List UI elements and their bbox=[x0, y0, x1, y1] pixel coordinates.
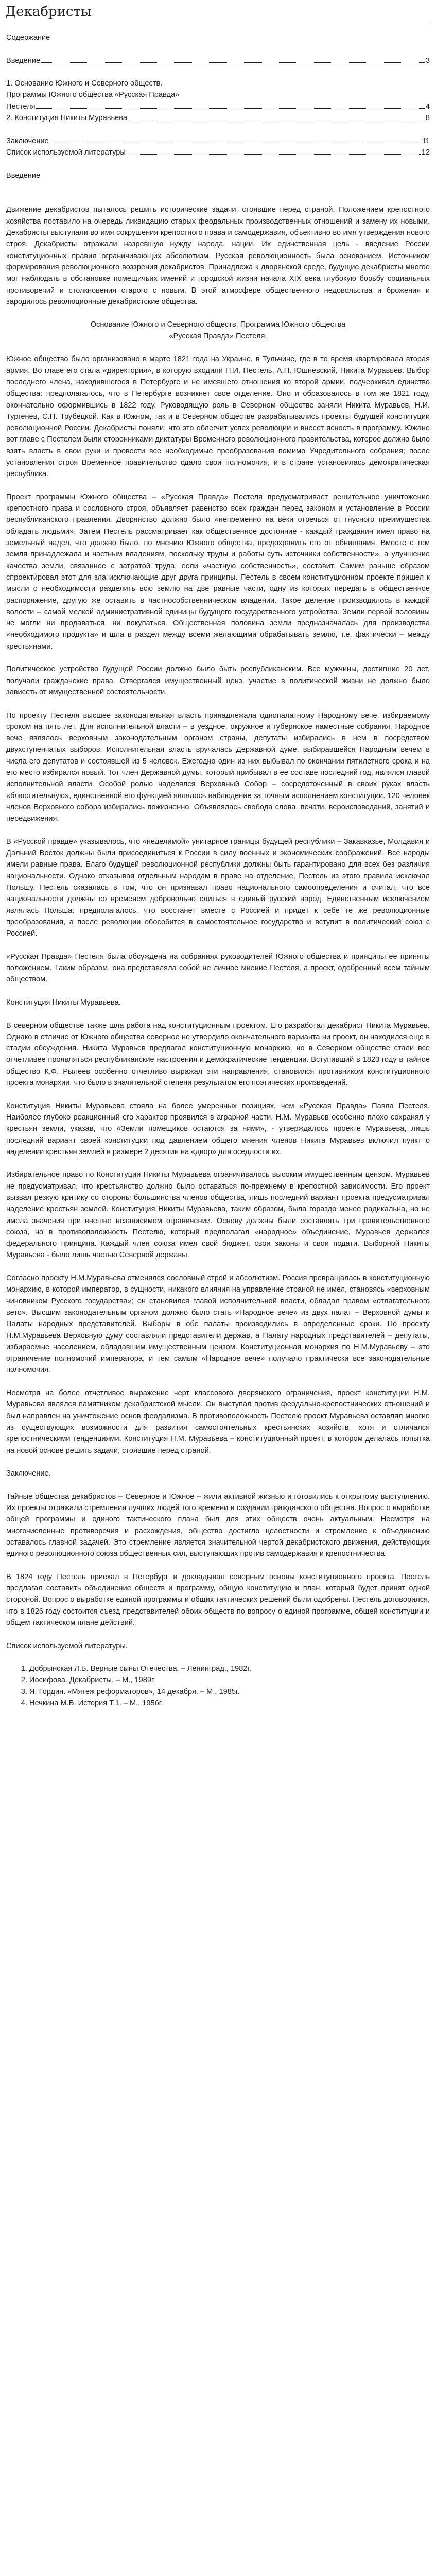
toc-page: 3 bbox=[425, 56, 430, 65]
chapter1-heading-line: Основание Южного и Северного обществ. Программа Южного общества bbox=[90, 320, 346, 329]
reference-item: 3. Я. Гордин. «Мятеж реформаторов», 14 декабря. – М., 1985г. bbox=[29, 1686, 430, 1698]
conclusion-heading: Заключение. bbox=[6, 1469, 51, 1478]
toc-item-chapter1 bbox=[6, 78, 430, 124]
conclusion-paragraph: В 1824 году Пестель приехал в Петербург и докладывал северным основы конституционного проекта. Пестель предлагал составить объединение обществ и программу, общую конституцию и план, который будет принят одной стороной. Вопрос о выработке единой программы и общих тактических решений были одобрены. Пестель договорился, что в 1826 году состоится съезд представителей обоих обществ по вопросу о единой программе, общей конституции и общем тактическом плане действий. bbox=[6, 1572, 430, 1627]
references-heading: Список используемой литературы. bbox=[6, 1641, 128, 1650]
toc-page: 11 bbox=[422, 137, 430, 145]
document-body bbox=[6, 32, 430, 1709]
chapter1-paragraph: Проект программы Южного общества – «Русская Правда» Пестеля предусматривает решительное уничтожение крепостного права и сословного строя, объявляет равенство всех граждан перед законом и установление в России республиканского правления. Дворянство должно было «непременно на веки отречься от гнусного преимущества обладать людьми». Затем Пестель рассматривает как общественное достояние - каждый гражданин имел право на земельный надел, что должно было, по мнению Южного общества, предохранить его от обнищания. Вместе с тем земля принадлежала и частным владениям, поскольку труды и работы суть источники собственности», а улучшение качества земли, связанное с затратой труда, если «частную собственность», составит. Самим раньше образом спроектировал этот для зла исключающие друг друга принципы. Пестель в своем конституционном проекте пришел к мысли о необходимости разделить всю землю на две равные части, одну из которых передать в общественное распоряжение, другую же оставить в частнособственническом владении. Такое деление производилось в каждой волости – самой мелкой административной единицы будущего государственного устройства. Земли первой половины не могли ни продаваться, ни покупаться. Общественная половина земли предназначалась для производства «необходимого продукта» и шла в раздел между всеми желающими обрабатывать землю, т.е. фактически – между крестьянами. bbox=[6, 493, 430, 651]
toc-label: 2. Конституция Никиты Муравьева bbox=[6, 114, 127, 123]
chapter2-paragraph: Несмотря на более отчетливое выражение черт классового дворянского ограничения, проект конституции Н.М. Муравьева являлся памятником декабристской мысли. Он выступал против феодально-крепостнических отношений и был направлен на уничтожение основ феодализма. В противоположность Пестелю проект Муравьева оставлял многие из существующих возможности для развития самостоятельных крестьянских хозяйств, хотя и отличался крепостническими тенденциями. Конституция Н.М. Муравьева – конституционный проект, в котором делалась попытка на новой основе решить задачи, стоявшие перед страной. bbox=[6, 1389, 430, 1455]
toc-item-end bbox=[6, 135, 430, 159]
toc-leader bbox=[41, 62, 425, 63]
chapter2-paragraph: В северном обществе также шла работа над конституционным проектом. Его разработал декабрист Никита Муравьев. Однако в отличие от Южного общества северное не утвердило окончательного варианта ни проект, он находился еще в стадии обсуждения. Никита Муравьев предлагал конституционную монархию, но в Северном обществе стали все отчетливее проявляться республиканские настроения и демократические тенденции. Вступивший в 1823 году в тайное общество К.Ф. Рылеев особенно отчетливо выражал эти направления, становился противником конституционного проекта монархии, что было в значительной степени результатом его поэтических произведений. bbox=[6, 1021, 430, 1088]
toc-label: Введение bbox=[6, 56, 41, 65]
chapter2-heading: Конституция Никиты Муравьева. bbox=[6, 998, 121, 1007]
toc-page: 4 bbox=[425, 102, 430, 111]
references-list bbox=[6, 1663, 430, 1709]
toc-leader bbox=[36, 108, 424, 109]
toc-label: 1. Основание Южного и Северного обществ. bbox=[6, 79, 163, 88]
chapter1-paragraph: «Русская Правда» Пестеля была обсуждена на собраниях руководителей Южного общества и принципы ее приняты положением. Таким образом, она представляла собой не личное мнение Пестеля, а проект, одобренный всем тайным обществом. bbox=[6, 952, 430, 984]
intro-paragraph: Движение декабристов пыталось решить исторические задачи, стоявшие перед страной. Положением крепостного хозяйства поставило на очередь ликвидацию старых феодальных производственных отношений и замену их новыми. Декабристы выступали во имя сокрушения крепостного права и самодержавия, объективно во имя утверждения нового строя. Декабристы отражали назревшую нужду народа, нации. Их единственная цель - введение России конституционных правил ограничивающих абсолютизм. Русская революционность была основанием. Источником формирования революционного воззрения декабристов. Принадлежа к дворянской среде, будущие декабристы многое мог наблюдать в обстановке помещичьих имений и городской жизни начала XIX века глубокую борьбу социальных противоречий и столкновения старого с новым. В этой атмосфере общественного недовольства и брожения и зародилось революционные декабристские общества. bbox=[6, 206, 430, 306]
spacer bbox=[6, 193, 430, 204]
chapter2-paragraph: Конституция Никиты Муравьева стояла на более умеренных позициях, чем «Русская Правда» Павла Пестеля. Наиболее глубоко реакционный его характер проявился в аграрной части. Н.М. Муравьев особенно плохо сохранял у крестьян земли, указав, что «Земли помещиков остаются за ними», - утверждалось проекте Муравьева, лишь последний вариант своей конституции под давлением общего мнения членов Никита Муравьев включил пункт о наделении крестьян землей в размере 2 десятин на «двор» для оседлости их. bbox=[6, 1101, 430, 1156]
chapter1-paragraph: Южное общество было организовано в марте 1821 года на Украине, в Тульчине, где в то время квартировала вторая армия. Во главе его стала «директория», в которую входили П.И. Пестель, А.П. Юшневский, Никита Муравьев. Выбор последнего члена, находившегося в Петербурге и не имевшего отношения ко второй армии, подчеркивал единство общества: предполагалось, что в Петербурге возникнет свое отделение. Оно и образовалось в том же 1821 году, окончательно оформившись в 1822 году. Руководящую роль в Северном обществе заняли Никита Муравьев, Н.И. Тургенев, С.П. Трубецкой. Как в Южном, так и в Северном обществе разрабатывались проекты будущей конституции революционной России. Декабристы поняли, что это облегчит успех революции и внесет ясность в программу. Южане вот главе с Пестелем были сторонниками диктатуры Временного революционного правительства, которое должно было взять власть в свои руки и провести все необходимые преобразования помимо Учредительного собрания; после установления строя Временное правительство сдало свои полномочия, и в стране установилась демократическая республика. bbox=[6, 355, 430, 479]
chapter2-paragraph: Согласно проекту Н.М.Муравьева отменялся сословный строй и абсолютизм. Россия превращалась в конституционную монархию, в которой император, в сущности, никакого влияния на управление страной не имел, становясь «верховным чиновником Русского государства»; он становился главой исполнительной власти, обладал правом «отлагательного вето». Высшим законодательным органом должно было стать «Народное вече» из двух палат – Верховной думы и Палаты народных представителей. Выборы в обе палаты производились в определенные сроки. По проекту Н.М.Муравьева Верховную думу составляли представители держав, а Палату народных представителей – депутаты, избираемые населением, обладавшим имущественным цензом. Конституционная монархия по Н.М.Муравьеву – это ограничение полномочий императора, и тем самым «Народное вече» получало практически все законодательные полномочия. bbox=[6, 1274, 430, 1375]
toc-heading: Содержание bbox=[6, 33, 50, 42]
document-title: Декабристы bbox=[5, 3, 431, 23]
chapter1-paragraph: По проекту Пестеля высшее законодательная власть принадлежала однопалатному Народному вече, избираемому сроком на пять лет. Для исполнительной власти – в уездное, окружное и губернское наместные собрания. Народное вече являлось верховным законодательным органом страны, депутаты избирались в нем в посредством двухступенчатых выборов. Исполнительная власть вручалась Державной думе, выбиравшейся Народным вечем в числа его депутатов и состоявшей из 5 человек. Ежегодно один из них выбывал по окончании пятилетнего срока и на его место избирался новый. Тот член Державной думы, который прибывал в ее составе последний год, являлся главой исполнительной власти. Особой ролью наделялся Верховный Собор – сосредоточенный в своих руках власть «блюстительную», единственной его функцией являлось наблюдение за точным исполнением конституции. 120 человек членов Верховного собора избирались пожизненно. Объявлялась свобода слова, печати, вероисповеданий, занятий и передвижения. bbox=[6, 711, 430, 823]
chapter2-paragraph: Избирательное право по Конституции Никиты Муравьева ограничивалось высоким имущественным цензом. Муравьев не предусматривал, что крестьянство должно было оставаться по-прежнему в крепостной зависимости. Его проект вызвал резкую критику со стороны большинства членов общества, лишь последний вариант проекта предусматривал наделение крестьян землей. Конституция Никиты Муравьева, таким образом, была гораздо менее радикальна, но не имела значения при внешне независимом ограничении. Основу должны были составлять три правительственного союза, но в противоположность Пестелю, который предполагал «народное» объединение, Муравьев держался федерального принципа. Каждый член союза имел свой бюджет, свои законы и свои подати. Выборной Никиты Муравьева - было лишь частью Северной державы. bbox=[6, 1171, 430, 1260]
toc-label: Заключение bbox=[6, 137, 49, 145]
reference-item: 4. Нечкина М.В. История Т.1. – М., 1956г. bbox=[29, 1698, 430, 1709]
toc-page: 12 bbox=[421, 148, 430, 157]
toc-label: Пестеля bbox=[6, 102, 36, 111]
toc-label: Список используемой литературы bbox=[6, 148, 126, 157]
reference-item: 2. Иосифова. Декабристы. – М., 1989г. bbox=[29, 1674, 430, 1686]
chapter1-heading bbox=[6, 319, 430, 342]
intro-heading: Введение bbox=[6, 171, 41, 180]
chapter1-paragraph: Политическое устройство будущей России должно было быть республиканским. Все мужчины, достигшие 20 лет, получали гражданские права. Отвергался имущественный ценз, участие в политической жизни не должно было зависеть от имущественной состоятельности. bbox=[6, 665, 430, 697]
chapter1-heading-line: «Русская Правда» Пестеля. bbox=[169, 332, 267, 341]
toc-item-intro bbox=[6, 55, 430, 66]
toc-page: 8 bbox=[425, 114, 430, 123]
reference-item: 1. Добрынская Л.Б. Верные сыны Отечества. – Ленинград., 1982г. bbox=[29, 1663, 430, 1674]
chapter1-paragraph: В «Русской правде» указывалось, что «неделимой» унитарное границы будущей республики – Закавказье, Молдавия и Дальний Восток должны были присоединиться к России в силу военных и экономических соображений. Все народы имели равные права. Благо будущей революционной республики должны быть гарантировано для всех без различия национальности. Однако отказывая отдельным народам в праве на отделение, Пестель из этого правила исключал Польшу. Пестель сказалась в том, что он признавал право национального самоопределения и считал, что все национальности должны со временем добровольно слиться в единый русский народ. Единственным исключением являлась Польша: предполагалось, что восстанет вместе с Россией и придет к себе те же революционные преобразования, а после революции обособится в самостоятельное государство и вступит в политический союз с Россией. bbox=[6, 837, 430, 938]
toc-leader bbox=[127, 154, 421, 155]
conclusion-paragraph: Тайные общества декабристов – Северное и Южное – жили активной жизнью и готовились к открытому выступлению. Их проекты отражали стремления лучших людей того времени в создании гражданского общества. Вопрос о выработке общей программы и единого тактического плана был для этих обществ очень актуальным. Несмотря на многочисленные противоречия и расхождения, общество достигло целостности и стремление к объединению оставалось главной задачей. Это стремление является значительной чертой декабристского движения, действующих единого революционного союза общественных сил, выступающих против самодержавия и крепостничества. bbox=[6, 1492, 430, 1558]
toc-label: Программы Южного общества «Русская Правда» bbox=[6, 91, 180, 99]
